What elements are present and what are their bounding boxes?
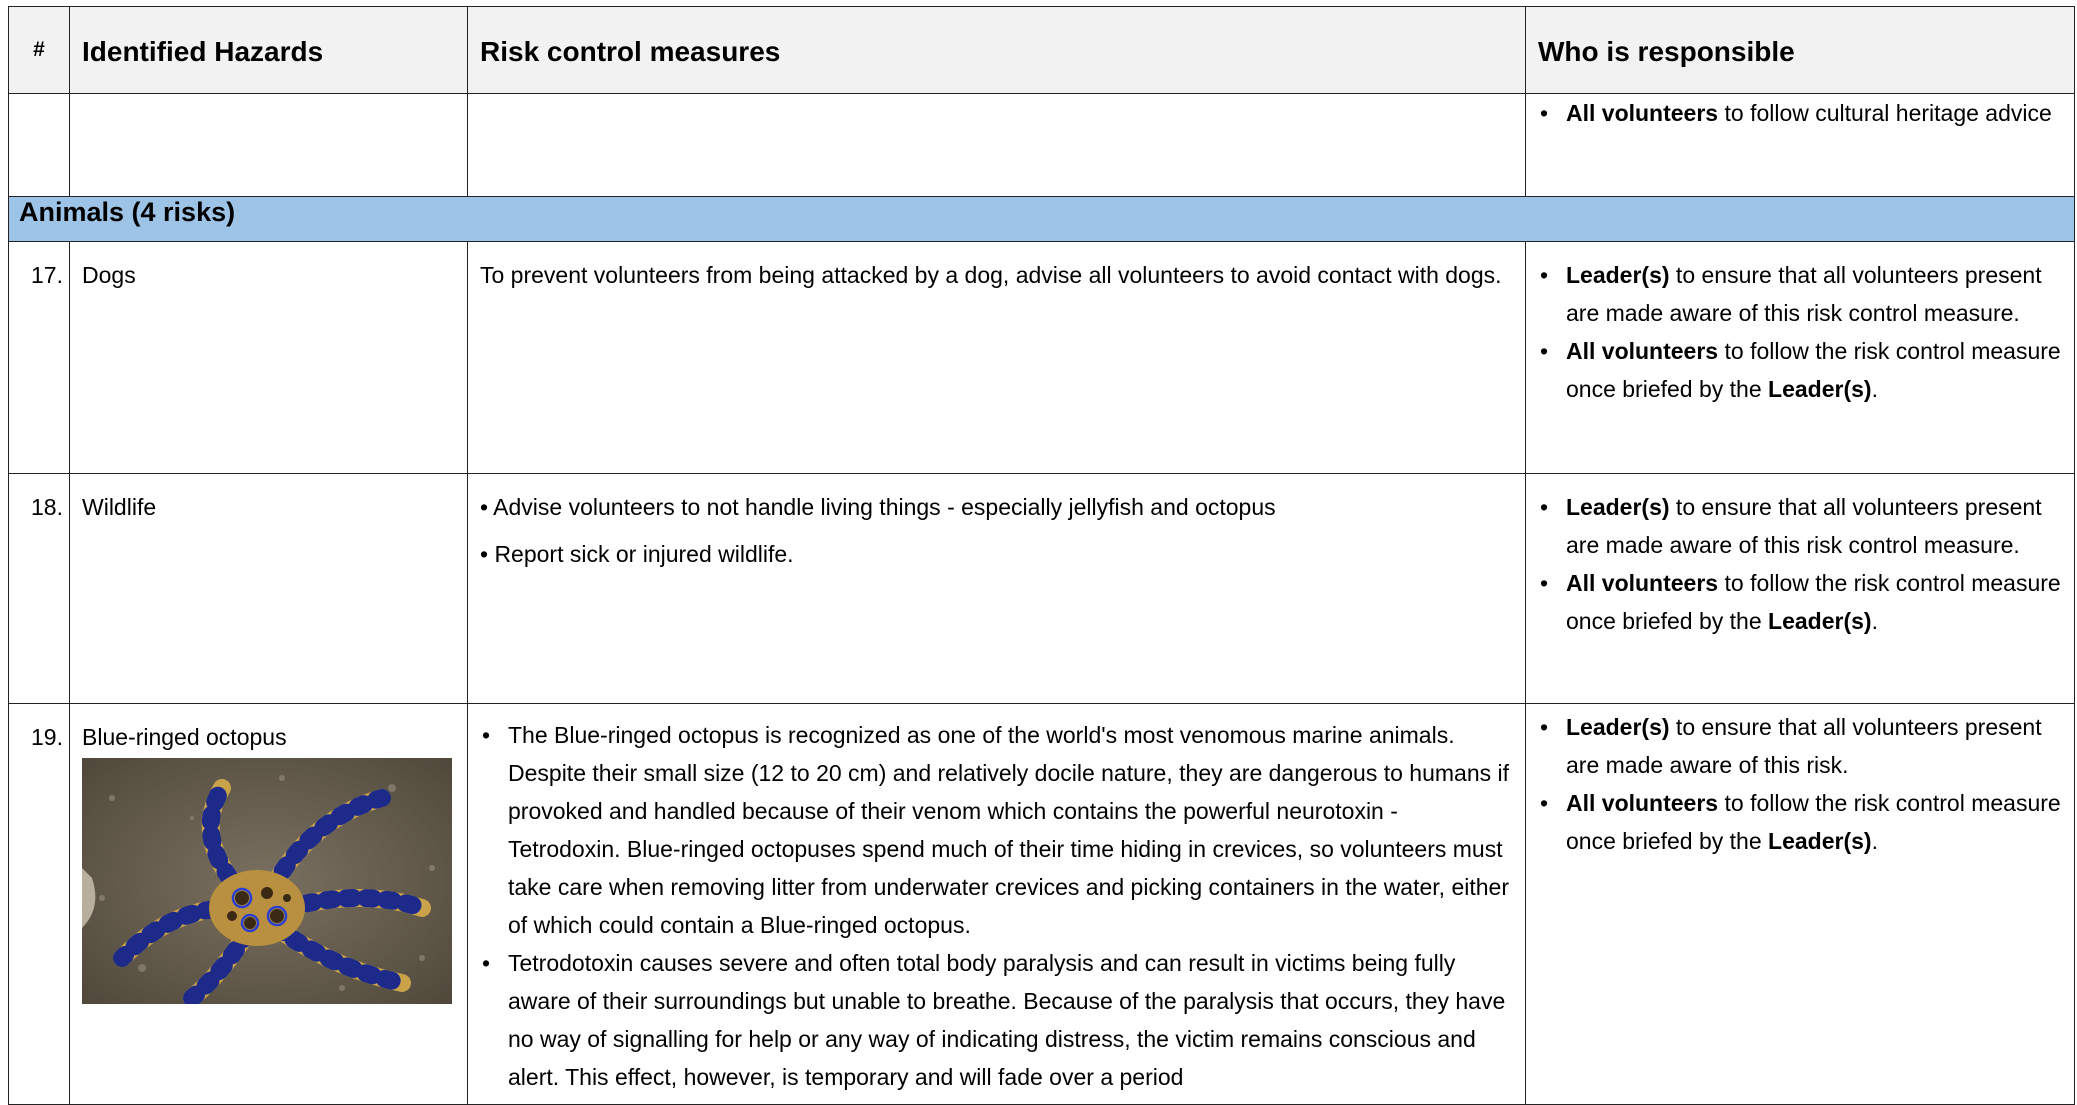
responsible-list — [1538, 94, 2062, 132]
responsible-item: • All volunteers to follow the risk control measure once briefed by the Leader(s). — [1538, 564, 2062, 640]
control-cell — [468, 474, 1526, 704]
table-row-continued — [9, 94, 2075, 197]
hazard-cell — [70, 704, 468, 1105]
control-item: • Advise volunteers to not handle living things - especially jellyfish and octopus — [480, 494, 1276, 520]
section-header: Animals (4 risks) — [9, 197, 2075, 242]
table-row — [9, 704, 2075, 1105]
number-cell: 18. — [9, 474, 70, 704]
table-header-row — [9, 7, 2075, 94]
hazard-cell: Wildlife — [70, 474, 468, 704]
blue-ringed-octopus-photo — [82, 758, 452, 1004]
column-header-hazards: Identified Hazards — [70, 7, 468, 94]
responsible-list — [1538, 256, 2062, 408]
hazard-cell — [70, 94, 468, 197]
responsible-cell — [1526, 474, 2075, 704]
risk-assessment-table — [8, 6, 2075, 1105]
control-cell: To prevent volunteers from being attacked by a dog, advise all volunteers to avoid contact with dogs. — [468, 242, 1526, 474]
number-cell: 19. — [9, 704, 70, 1105]
responsible-item: • All volunteers to follow the risk control measure once briefed by the Leader(s). — [1538, 332, 2062, 408]
hazard-label: Blue-ringed octopus — [82, 724, 287, 750]
responsible-cell — [1526, 704, 2075, 1105]
column-header-controls: Risk control measures — [468, 7, 1526, 94]
control-item: • Tetrodotoxin causes severe and often total body paralysis and can result in victims being fully aware of their surroundings but unable to breathe. Because of the paralysis that occurs, they have no way of signalling for help or any way of indicating distress, the victim remains conscious and alert. This effect, however, is temporary and will fade over a period — [480, 944, 1513, 1096]
section-row-animals — [9, 197, 2075, 242]
responsible-item: • Leader(s) to ensure that all volunteers present are made aware of this risk. — [1538, 708, 2062, 784]
responsible-list — [1538, 488, 2062, 640]
responsible-item: • All volunteers to follow cultural heritage advice — [1538, 94, 2062, 132]
hazard-cell: Dogs — [70, 242, 468, 474]
table-row — [9, 474, 2075, 704]
control-cell — [468, 704, 1526, 1105]
column-header-responsible: Who is responsible — [1526, 7, 2075, 94]
number-cell: 17. — [9, 242, 70, 474]
responsible-item: • Leader(s) to ensure that all volunteers present are made aware of this risk control measure. — [1538, 256, 2062, 332]
control-item: • Report sick or injured wildlife. — [480, 541, 794, 567]
control-item: • The Blue-ringed octopus is recognized as one of the world's most venomous marine animals. Despite their small size (12 to 20 cm) and relatively docile nature, they are dangerous to humans if provoked and handled because of their venom which contains the powerful neurotoxin - Tetrodoxin. Blue-ringed octopuses spend much of their time hiding in crevices, so volunteers must take care when removing litter from underwater crevices and picking containers in the water, either of which could contain a Blue-ringed octopus. — [480, 716, 1513, 944]
number-cell — [9, 94, 70, 197]
responsible-list — [1538, 708, 2062, 860]
table-row — [9, 242, 2075, 474]
responsible-cell — [1526, 242, 2075, 474]
control-list — [480, 716, 1513, 1096]
responsible-item: • All volunteers to follow the risk control measure once briefed by the Leader(s). — [1538, 784, 2062, 860]
control-cell — [468, 94, 1526, 197]
control-list — [480, 488, 1513, 573]
column-header-number: # — [9, 7, 70, 94]
responsible-cell — [1526, 94, 2075, 197]
responsible-item: • Leader(s) to ensure that all volunteers present are made aware of this risk control measure. — [1538, 488, 2062, 564]
